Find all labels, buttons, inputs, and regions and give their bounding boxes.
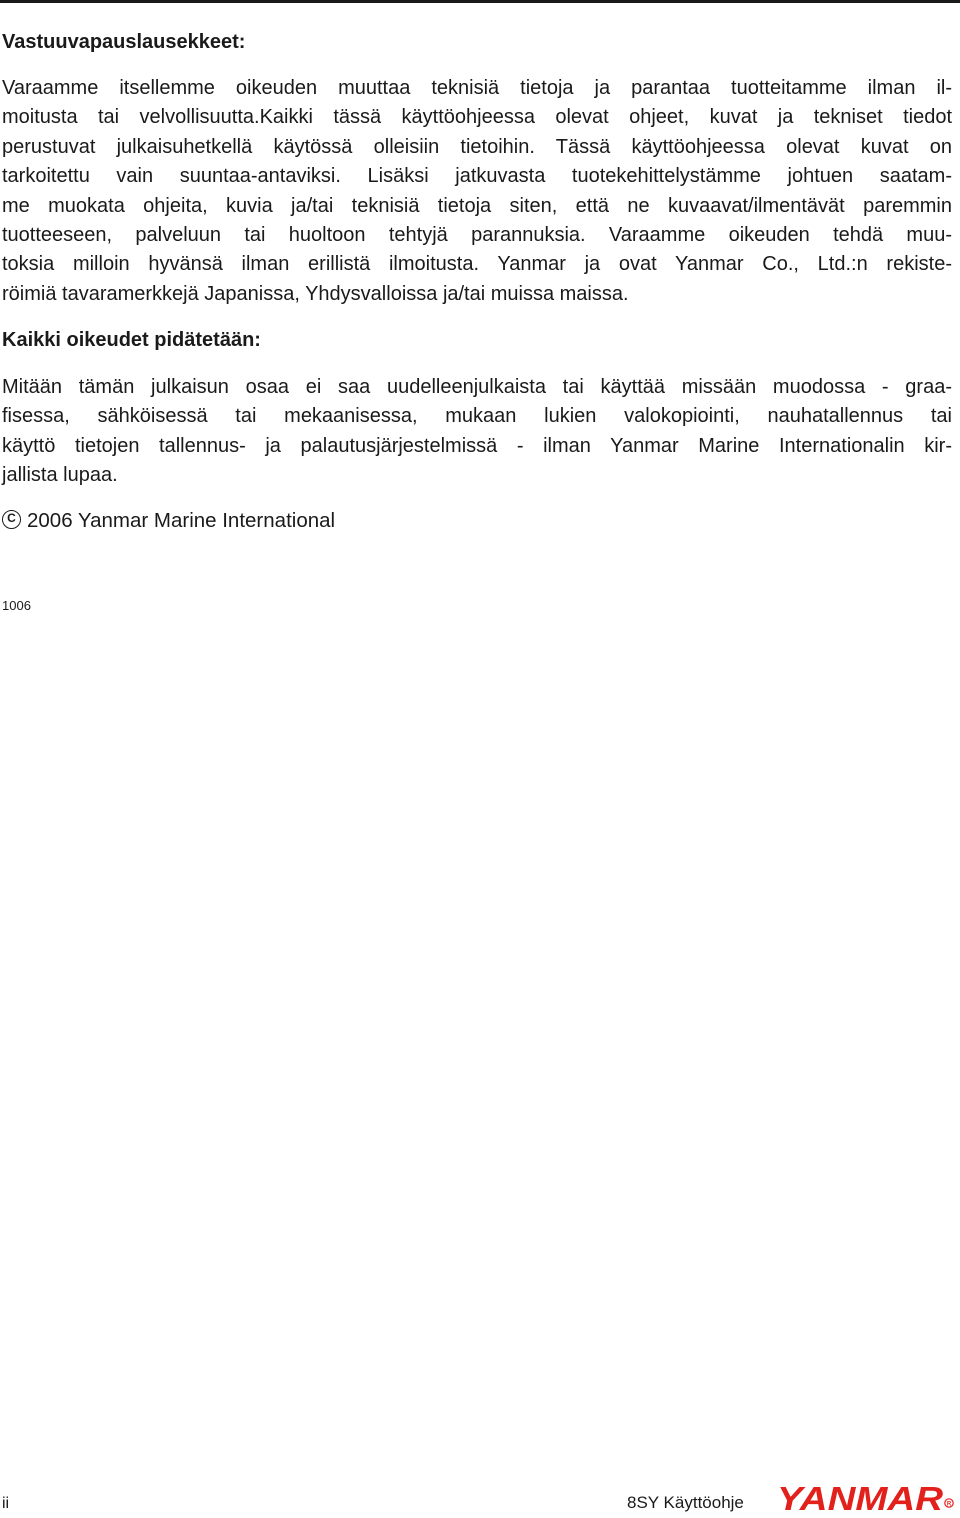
rights-line: fisessa, sähköisessä tai mekaanisessa, mukaan lukien valokopiointi, nauhatallennus tai [2,405,952,428]
disclaimer-line: Varaamme itsellemme oikeuden muuttaa teknisiä tietoja ja parantaa tuotteitamme ilman il- [2,77,952,99]
copyright-icon [2,510,21,529]
disclaimer-paragraph [2,74,952,309]
yanmar-logo [777,1481,955,1515]
rights-heading: Kaikki oikeudet pidätetään: [2,329,261,351]
rights-line: Mitään tämän julkaisun osaa ei saa uudelleenjulkaista tai käyttää missään muodossa - graa- [2,376,952,398]
manual-title: 8SY Käyttöohje [627,1493,744,1512]
disclaimer-line: moitusta tai velvollisuutta.Kaikki tässä käyttöohjeessa olevat ohjeet, kuvat ja tekniset tiedot [2,106,952,129]
disclaimer-line: me muokata ohjeita, kuvia ja/tai teknisiä tietoja siten, että ne kuvaavat/ilmentävät paremmin [2,194,952,217]
document-code: 1006 [2,598,31,613]
disclaimer-heading: Vastuuvapauslausekkeet: [2,31,246,53]
disclaimer-line: toksia milloin hyvänsä ilman erillistä ilmoitusta. Yanmar ja ovat Yanmar Co., Ltd.:n rekiste- [2,253,952,276]
registered-mark-letter: R [946,1501,952,1508]
rights-line: jallista lupaa. [2,464,118,487]
disclaimer-line: tarkoitettu vain suuntaa-antaviksi. Lisäksi jatkuvasta tuotekehittelystämme johtuen saatam- [2,165,952,188]
disclaimer-line: perustuvat julkaisuhetkellä käytössä olleisiin tietoihin. Tässä käyttöohjeessa olevat kuvat on [2,135,952,158]
disclaimer-line: tuotteeseen, palveluun tai huoltoon tehtyjä parannuksia. Varaamme oikeuden tehdä muu- [2,224,952,247]
page-number: ii [2,1495,10,1512]
yanmar-logo-text: YANMAR [777,1481,944,1515]
top-rule [0,0,960,3]
rights-paragraph [2,373,952,491]
copyright-text: 2006 Yanmar Marine International [27,509,336,532]
rights-line: käyttö tietojen tallennus- ja palautusjärjestelmissä - ilman Yanmar Marine Internationalin kir- [2,434,952,457]
copyright-notice [2,508,335,534]
disclaimer-line: röimiä tavaramerkkejä Japanissa, Yhdysvalloissa ja/tai muissa maissa. [2,282,629,305]
